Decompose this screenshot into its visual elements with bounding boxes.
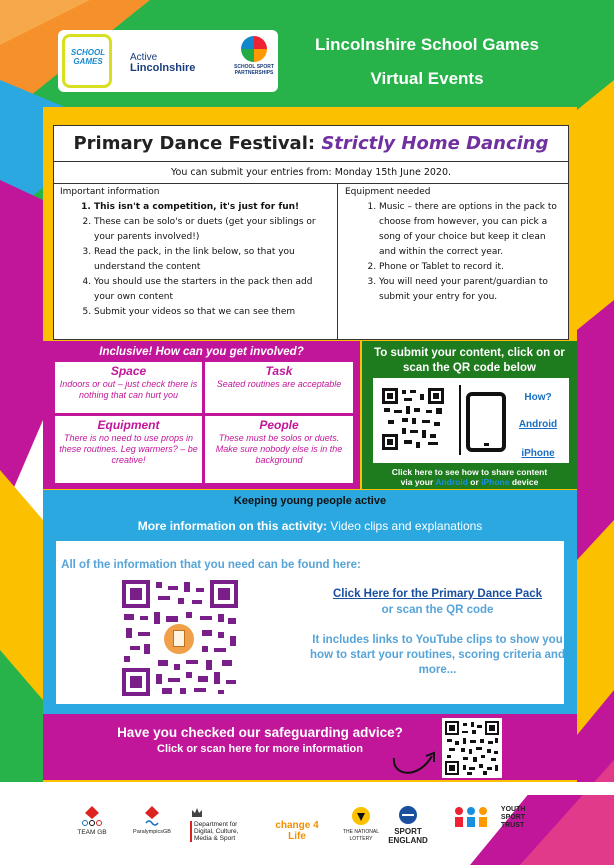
note-iphone-link[interactable]: iPhone [481,477,510,487]
crown-icon [190,805,204,819]
important-info-column [54,184,338,340]
important-item: 2. These can be solo's or duets (get your siblings or your parents involved!) [94,215,331,245]
paralympics-logo [126,805,178,836]
sport-england-logo [386,805,430,845]
equipment-heading: Equipment needed [345,187,431,197]
submit-divider [459,385,461,455]
paralympics-text: ParalympicsGB [133,829,171,835]
inclusive-cell-text: There is no need to use props in these routines. Leg warmers? – be creative! [59,433,198,465]
inclusive-cell-task [205,362,353,413]
submit-note[interactable] [362,467,577,487]
lottery-logo [340,805,382,843]
sport-england-icon [397,805,419,825]
scan-qr-text: or scan the QR code [381,604,494,616]
inclusive-cell-heading: Equipment [97,418,160,432]
more-info-text [43,519,577,533]
sport-england-text: SPORT ENGLAND [388,827,428,845]
inclusive-title: Inclusive! How can you get involved? [99,346,304,358]
inclusive-cell-heading: Task [265,364,293,378]
header-title-line2: Virtual Events [370,69,484,88]
active-lincolnshire-line2: Lincolnshire [130,62,196,74]
event-title [54,126,568,162]
school-games-logo-text: SCHOOL GAMES [70,48,106,66]
how-box [513,392,563,459]
event-title-prefix: Primary Dance Festival: [73,133,316,154]
curved-arrow-icon [388,748,440,778]
lottery-icon [350,805,372,827]
keep-active-text: Keeping young people active [233,495,387,507]
submit-note-line1: Click here to see how to share content [391,467,548,477]
inclusive-cell-space [55,362,202,413]
note-or: or [470,477,479,487]
important-info-heading: Important information [60,187,160,197]
important-item: 5. Submit your videos so that we can see them [94,305,331,320]
inclusive-cell-equipment [55,416,202,483]
safeguarding-link[interactable]: Click or scan here for more information [157,743,363,755]
equipment-column [339,184,569,340]
active-lincolnshire-line1: Active [130,52,158,63]
header-title-line1: Lincolnshire School Games [315,35,539,54]
equipment-item: 1. Music – there are options in the pack to choose from however, you can pick a song of your choice but keep it clean and within the correct year. [379,200,563,260]
inclusive-cell-people [205,416,353,483]
ssp-ring-icon [241,36,267,62]
submit-title: To submit your content, click on or scan the QR code below [374,347,565,374]
team-gb-icon [79,805,105,827]
event-title-highlight: Strictly Home Dancing [321,133,549,154]
youth-sport-trust-logo [446,805,546,831]
inclusive-cell-text: Seated routines are acceptable [216,379,342,389]
active-lincolnshire-logo [130,52,195,74]
submit-date: You can submit your entries from: Monday 15th June 2020. [54,162,568,184]
safeguarding-qr-code[interactable] [445,721,499,775]
paralympics-icon [141,805,163,827]
inclusive-cell-text: Indoors or out – just check there is nothing that can hurt you [59,379,198,400]
event-info-table [53,125,569,340]
inclusive-cell-heading: People [259,418,299,432]
how-label: How? [524,392,552,403]
important-item: 4. You should use the starters in the pack then add your own content [94,275,331,305]
inclusive-cell-text: These must be solos or duets. Make sure nobody else is in the background [215,433,343,465]
phone-icon [466,392,506,452]
more-info-rest: Video clips and explanations [330,519,483,533]
dcms-text: Department for Digital, Culture, Media & Sport [190,821,252,842]
more-info-bold: More information on this activity: [137,519,328,533]
submit-note-line2 [362,477,577,487]
important-item: 1. This isn't a competition, it's just for fun! [94,200,331,215]
android-link[interactable]: Android [518,419,558,430]
important-item: 3. Read the pack, in the link below, so that you understand the content [94,245,331,275]
links-info-text: It includes links to YouTube clips to show you how to start your routines, scoring criteria and more... [310,634,565,676]
ssp-logo [232,36,276,76]
submit-qr-code[interactable] [382,388,444,450]
change4life-text: change 4 Life [275,820,319,842]
lottery-text: THE NATIONAL LOTTERY [342,829,380,842]
equipment-item: 2. Phone or Tablet to record it. [379,260,563,275]
all-info-text: All of the information that you need can be found here: [61,559,361,571]
equipment-item: 3. You will need your parent/guardian to submit your entry for you. [379,275,563,305]
dcms-logo [190,805,252,842]
note-device: device [511,477,539,487]
safeguarding-title: Have you checked our safeguarding advice? [117,725,403,740]
ssp-logo-text: SCHOOL SPORT PARTNERSHIPS [234,64,274,76]
dance-pack-link[interactable]: Click Here for the Primary Dance Pack [332,588,543,600]
document-icon [164,624,194,654]
yst-text: YOUTH SPORT TRUST [500,806,526,829]
note-via: via your [400,477,434,487]
team-gb-text: TEAM GB [77,829,107,836]
change4life-logo [270,820,324,842]
inclusive-cell-heading: Space [110,364,147,378]
team-gb-logo [68,805,116,836]
note-android-link[interactable]: Android [435,477,468,487]
yst-icon [451,805,499,829]
iphone-link[interactable]: iPhone [521,448,555,459]
